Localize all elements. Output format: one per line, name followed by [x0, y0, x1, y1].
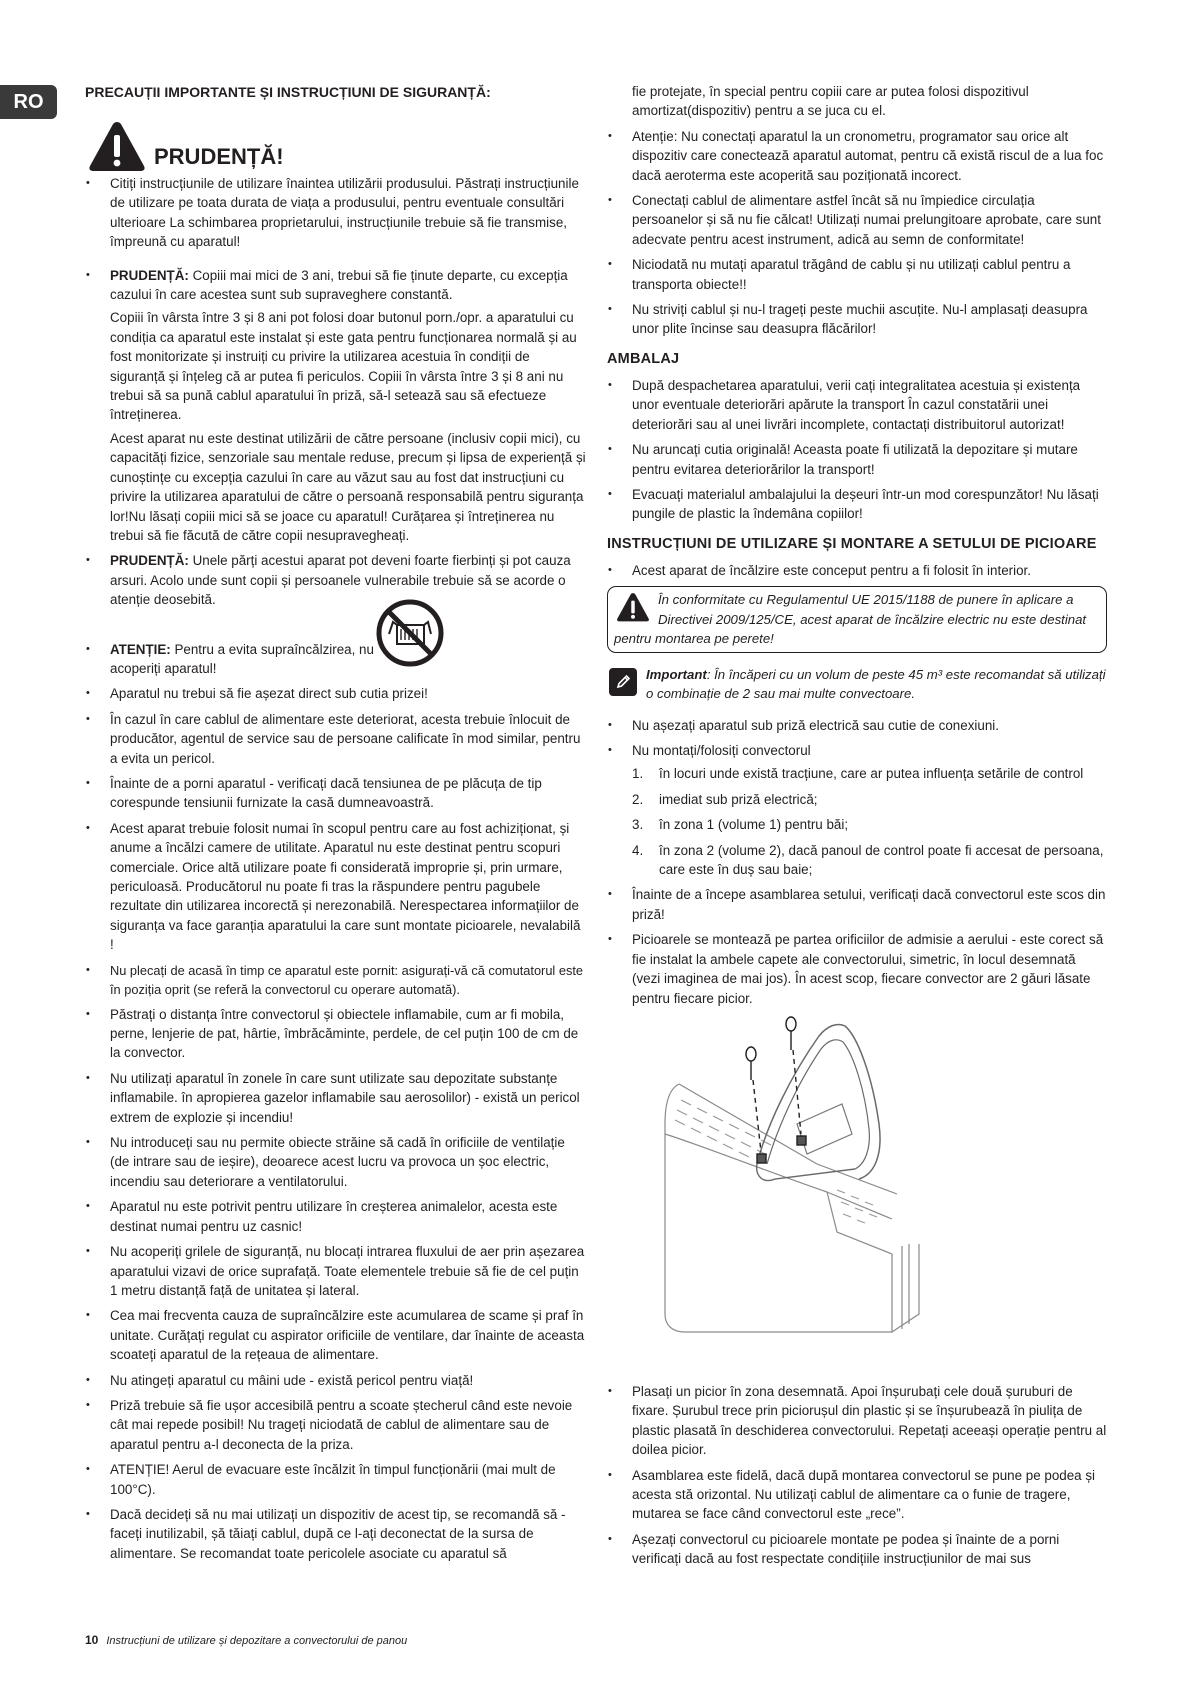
- list-item: [85, 551, 587, 609]
- item-paragraph: Copiii în vârsta între 3 și 8 ani pot folosi doar butonul porn./opr. a aparatului cu condiția ca aparatul este instalat și este gata pentru funcționarea normală și au fost monitorizate și instruiți cu privire la utilizarea acestuia în condiții de siguranță și înțeleg că ar putea fi periculos. Copiii în vârsta între 3 și 8 ani nu trebui să sa pună cablul aparatului în priză, să-l setează sau să efectueze întreținerea.: [110, 310, 577, 423]
- list-item: [607, 191, 1107, 249]
- list-item: [607, 716, 1107, 735]
- left-column: [85, 82, 587, 1569]
- item-text: Atenție: Nu conectați aparatul la un cronometru, programator sau orice alt dispozitiv care conectează aparatul automat, pentru că există riscul de a lua foc dacă aeroterma este acoperită sau poziționată incorect.: [632, 128, 1104, 183]
- list-item: [607, 485, 1107, 524]
- list-item: [607, 1466, 1107, 1524]
- item-text: Așezați convectorul cu picioarele montate pe podea și înainte de a porni verificați dacă au fost respectate condițiile instrucțiunilor de mai sus: [632, 1531, 1060, 1567]
- item-text: Plasați un picior în zona desemnată. Apoi înșurubați cele două șuruburi de fixare. Șurubul trece prin piciorușul din plastic și se înșurubează în piulița de plastic plasată în deschiderea convectorului. Repetați aceeași operație pentru al doilea picior.: [632, 1383, 1107, 1458]
- item-text: Nu atingeți aparatul cu mâini ude - există pericol pentru viață!: [110, 1372, 474, 1388]
- list-item: [607, 1530, 1107, 1569]
- list-item: [85, 710, 587, 768]
- item-text: Nu introduceți sau nu permite obiecte străine să cadă în orificiile de ventilație (de intrare sau de ieșire), deoarece acest lucru va provoca un șoc electric, incendiu sau deteriorare a ventilatorului.: [110, 1135, 565, 1189]
- item-text: Acest aparat de încălzire este conceput pentru a fi folosit în interior.: [632, 562, 1031, 578]
- item-text: Unele părți acestui aparat pot deveni foarte fierbinți și pot cauza arsuri. Acolo unde sunt copii și persoanele vulnerabile trebuie să se acorde o atenție deosebită.: [110, 553, 571, 608]
- list-item: [85, 774, 587, 813]
- list-item: [607, 885, 1107, 924]
- list-item: [85, 961, 587, 999]
- list-item: [85, 1460, 587, 1499]
- item-text: ATENȚIE! Aerul de evacuare este încălzit în timpul funcționării (mai mult de 100°C).: [110, 1462, 556, 1497]
- item-number: 1.: [632, 766, 644, 782]
- list-item: [607, 440, 1107, 479]
- item-text: După despachetarea aparatului, verii cați integralitatea acestuia și existența unor eventuale deteriorări apărute la transport În cazul constatării unei deteriorări sau al unei livrări incomplete, contactați distribuitorul autorizat!: [632, 377, 1081, 432]
- item-label: PRUDENȚĂ:: [110, 553, 189, 569]
- list-item: [607, 376, 1107, 434]
- placement-list: [607, 716, 1107, 1008]
- item-text: Nu montați/folosiți convectorul: [632, 743, 811, 759]
- list-item: [607, 741, 1107, 879]
- convector-leg-drawing: [607, 1014, 1107, 1374]
- page-footer: [85, 1633, 407, 1648]
- mounting-intro-list: [607, 561, 1107, 580]
- list-item: [85, 819, 587, 955]
- item-text: Nu striviți cablul și nu-l trageți peste muchii ascuțite. Nu-l amplasați deasupra unor plite încinse sau deasupra flăcărilor!: [632, 302, 1088, 337]
- item-number: 4.: [632, 842, 644, 858]
- item-text: imediat sub priză electrică;: [659, 791, 818, 807]
- item-text: Picioarele se montează pe partea orificiilor de admisie a aerului - este corect să fie instalat la ambele capete ale convectorului, simetric, în locul desemnată (vezi imaginea de mai jos). În acest scop, fiecare convector are 2 găuri lăsate pentru fiecare picior.: [632, 932, 1104, 1006]
- list-item: [85, 1197, 587, 1236]
- page-title: PRECAUȚII IMPORTANTE ȘI INSTRUCȚIUNI DE SIGURANȚĂ:: [85, 84, 491, 100]
- item-text: Înainte de a porni aparatul - verificați dacă tensiunea de pe plăcuța de tip corespunde tensiunii furnizate la casă dumneavoastră.: [110, 775, 542, 811]
- item-text: Nu utilizați aparatul în zonele în care sunt utilizate sau depozitate substanțe inflamabile. în apropierea gazelor inflamabile sau aerosolilor) - există un pericol extrem de explozie și incendiu!: [110, 1070, 580, 1125]
- note-label: Important: [646, 666, 707, 682]
- numbered-item: [632, 815, 1107, 834]
- list-item: [85, 1505, 587, 1563]
- item-text: Aparatul nu este potrivit pentru utilizare în creșterea animalelor, acesta este destinat numai pentru uz casnic!: [110, 1199, 558, 1234]
- item-number: 3.: [632, 817, 644, 833]
- item-text: Acest aparat trebuie folosit numai în scopul pentru care au fost achiziționat, și anume a încălzi camere de utilitate. Aparatul nu este destinat pentru scopuri comerciale. Orice altă utilizare poate fi considerată improprie și, prin urmare, periculoasă. Producătorul nu poate fi tras la răspundere pentru pagubele rezultate din utilizarea incorectă și nerezonabilă. Nerespectarea informațiilor de siguranța va face garanția aparatului la care sunt montate picioarele, nevalabilă !: [110, 820, 581, 953]
- numbered-item: [632, 841, 1107, 880]
- list-item: [85, 1005, 587, 1063]
- item-text: Dacă decideți să nu mai utilizați un dispozitiv de acest tip, se recomandă să - faceți inutilizabil, șă tăiați cablul, după ce l-ați deconectat de la sursa de alimentare. Se recomandat toate pericolele asociate cu aparatul să: [110, 1506, 566, 1561]
- list-item: [85, 640, 587, 679]
- item-text: Asamblarea este fidelă, dacă după montarea convectorul se pune pe podea și acesta stă orizontal. Nu utilizați cablul de alimentare ca o funie de tragere, mutarea se face când convectorul este „rece”.: [632, 1467, 1096, 1522]
- packaging-list: [607, 376, 1107, 524]
- list-item: [85, 1242, 587, 1300]
- wall-mount-warning-box: [607, 586, 1107, 653]
- item-text: Nu aruncați cutia originală! Aceasta poate fi utilizată la depozitare și mutare pentru evitarea deteriorărilor la transport!: [632, 442, 1078, 477]
- item-text: Nu plecați de acasă în timp ce aparatul este pornit: asigurați-vă că comutatorul este în poziția oprit (se referă la convectorul cu operare automată).: [110, 962, 584, 997]
- assembly-list: [607, 1382, 1107, 1569]
- important-note: [607, 665, 1107, 704]
- numbered-item: [632, 764, 1107, 783]
- warning-text: În conformitate cu Regulamentul UE 2015/1188 de punere în aplicare a Directivei 2009/125/CE, acest aparat de încălzire electric nu este destinat pentru montarea pe perete!: [614, 592, 1087, 647]
- item-text: Copiii mai mici de 3 ani, trebui să fie ținute departe, cu excepția cazului în care acestea sunt sub supraveghere constantă.: [110, 267, 568, 303]
- numbered-item: [632, 790, 1107, 809]
- item-text: Niciodată nu mutați aparatul trăgând de cablu și nu utilizați cablul pentru a transporta obiecte!!: [632, 257, 1071, 292]
- list-item: [85, 1133, 587, 1191]
- item-text: Citiți instrucțiunile de utilizare înaintea utilizării produsului. Păstrați instrucțiunile de utilizare pe toata durata de viața a produsului, pentru eventuale consultări ulterioare La schimbarea proprietarului, instrucțiunile trebuie să fie transmise, împreună cu aparatul!: [110, 176, 579, 250]
- item-text: în zona 2 (volume 2), dacă panoul de control poate fi accesat de persoana, care este în duș sau baie;: [659, 842, 1104, 878]
- caution-header: [88, 120, 587, 172]
- item-text: Nu acoperiți grilele de siguranță, nu blocați intrarea fluxului de aer prin așezarea aparatului vizavi de orice suprafață. Toate elementele trebuie să fie de cel puțin 1 metru distanță față de unitatea și lateral.: [110, 1244, 585, 1298]
- item-paragraph: Acest aparat nu este destinat utilizării de către persoane (inclusiv copii mici), cu capacități fizice, senzoriale sau mentale reduse, precum și lipsa de experiență și cunoștințe cu excepția cazului în care au văzut sau au fost dat instrucțiuni cu privire la utilizarea aparatului de către o persoană responsabilă pentru siguranța lor!Nu lăsați copiii mici să se joace cu aparatul! Curățarea și întreținerea nu trebui să fie făcută de către copii nesupravegheați.: [110, 430, 586, 543]
- footer-text: Instrucțiuni de utilizare și depozitare a convectorului de panou: [106, 1635, 408, 1647]
- pencil-icon: [609, 668, 637, 696]
- list-item: [607, 561, 1107, 580]
- list-item: [607, 1382, 1107, 1460]
- continuation-text: fie protejate, în special pentru copiii care ar putea folosi dispozitivul amortizat(dispozitiv) pentru a se juca cu el.: [632, 84, 1029, 119]
- item-text: Pentru a evita supraîncălzirea, nu acoperiți aparatul!: [110, 641, 374, 676]
- item-text: Cea mai frecventa cauza de supraîncălzire este acumularea de scame și praf în unitate. Curățați regulat cu aspirator orificiile de ventilare, dar înainte de aceasta scoateți aparatul de la rețeaua de alimentare.: [110, 1308, 585, 1363]
- item-text: Nu așezați aparatul sub priză electrică sau cutie de conexiuni.: [632, 717, 999, 733]
- section-heading-packaging: AMBALAJ: [607, 350, 680, 367]
- language-tab: RO: [0, 85, 57, 119]
- right-column: [607, 82, 1107, 1575]
- list-item: [607, 255, 1107, 294]
- list-item: [607, 127, 1107, 185]
- note-body: : În încăperi cu un volum de peste 45 m³ este recomandat să utilizați o combinație de 2 sau mai multe convectoare.: [646, 666, 1106, 702]
- list-item: [85, 1306, 587, 1364]
- item-label: PRUDENȚĂ:: [110, 267, 189, 283]
- leg-mounting-illustration: [607, 1014, 1107, 1374]
- list-item: [85, 266, 587, 546]
- item-text: Aparatul nu trebui să fie așezat direct sub cutia prizei!: [110, 686, 428, 702]
- item-text: în zona 1 (volume 1) pentru băi;: [659, 817, 849, 833]
- warning-triangle-icon: [88, 120, 146, 172]
- list-item: [607, 930, 1107, 1008]
- list-item: [85, 684, 587, 703]
- item-text: Conectați cablul de alimentare astfel încât să nu împiedice circulația persoanelor și să nu fie călcat! Utilizați numai prelungitoare aprobate, care sunt adecvate pentru acest instrument, adică au semn de conformitate!: [632, 193, 1101, 247]
- item-text: În cazul în care cablul de alimentare este deteriorat, acesta trebuie înlocuit de producător, agentul de service sau de persoane calificate în mod similar, pentru a evita un pericol.: [110, 711, 581, 766]
- item-number: 2.: [632, 791, 644, 807]
- item-text: în locuri unde există tracțiune, care ar putea influența setările de control: [659, 766, 1084, 782]
- safety-list: [85, 174, 587, 1563]
- note-text: [646, 665, 1107, 704]
- list-item: [607, 300, 1107, 339]
- caution-heading: PRUDENȚĂ!: [154, 144, 284, 169]
- item-text: Înainte de a începe asamblarea setului, verificați dacă convectorul este scos din priză!: [632, 887, 1106, 922]
- item-text: Priză trebuie să fie ușor accesibilă pentru a scoate ștecherul când este nevoie cât mai repede posibil! Nu trageți niciodată de cablul de alimentare sau de aparatul pentru a-l deconecta de la priza.: [110, 1397, 573, 1452]
- item-text: Păstrați o distanța între convectorul și obiectele inflamabile, cum ar fi mobila, perne, lenjerie de pat, hârtie, îmbrăcăminte, perdele, de cel puțin 100 de cm de la convector.: [110, 1006, 579, 1061]
- list-item: [85, 1396, 587, 1454]
- list-item: [85, 1371, 587, 1390]
- warning-triangle-icon: [616, 592, 650, 628]
- item-text: Evacuați materialul ambalajului la deșeuri într-un mod corespunzător! Nu lăsați pungile de plastic la îndemâna copiilor!: [632, 486, 1099, 522]
- item-label: ATENȚIE:: [110, 641, 171, 657]
- list-item: [85, 174, 587, 252]
- numbered-list: [632, 764, 1107, 879]
- do-not-cover-icon: [375, 598, 445, 673]
- section-heading-mounting: INSTRUCȚIUNI DE UTILIZARE ȘI MONTARE A SETULUI DE PICIOARE: [607, 535, 1097, 552]
- safety-list-continued: [607, 127, 1107, 339]
- page-number: 10: [85, 1633, 99, 1647]
- list-item: [85, 1069, 587, 1127]
